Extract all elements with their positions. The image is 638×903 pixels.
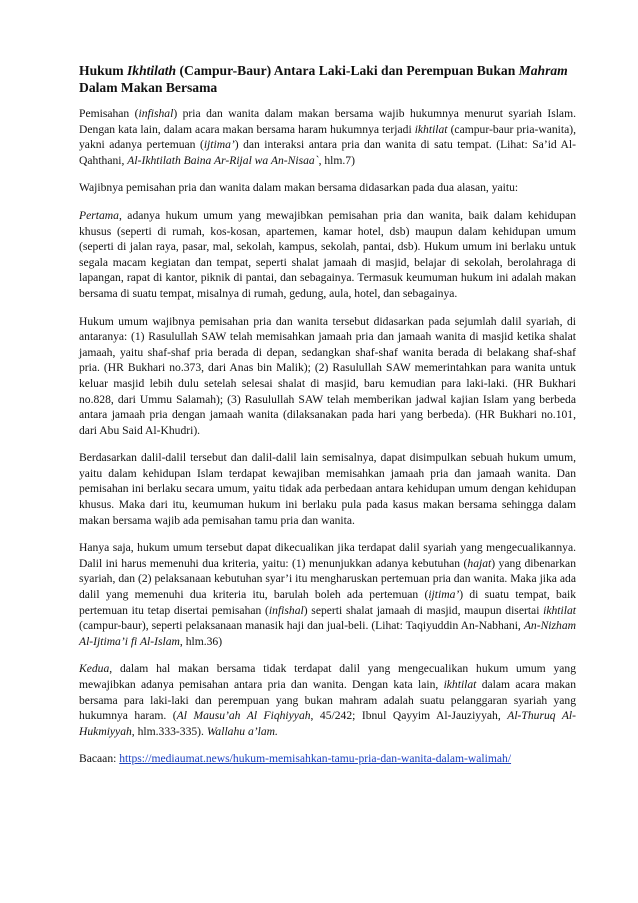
paragraph-second-reason: Kedua, dalam hal makan bersama tidak terdapat dalil yang mengecualikan hukum umum yang mewajibkan adanya pemisahan antara pria dan wanita. Dengan kata lain, ikhtilat dalam acara makan bersama para laki-laki dan perempuan yang bukan mahram adalah suatu pelanggaran syariah yang hukumnya haram. (Al Mausu’ah Al Fiqhiyyah, 45/242; Ibnul Qayyim Al-Jauziyyah, Al-Thuruq Al-Hukmiyyah, hlm.333-335). Wallahu a’lam. <box>79 662 576 738</box>
source-line <box>79 751 576 767</box>
paragraph-intro: Pemisahan (infishal) pria dan wanita dalam makan bersama wajib hukumnya menurut syariah Islam. Dengan kata lain, dalam acara makan bersama haram hukumnya terjadi ikhtilat (campur-baur pria-wanita), yakni adanya pertemuan (ijtima’) dan interaksi antara pria dan wanita di satu tempat. (Lihat: Sa’id Al-Qahthani, Al-Ikhtilath Baina Ar-Rijal wa An-Nisaa`, hlm.7) <box>79 107 577 167</box>
article-title: Hukum Ikhtilath (Campur-Baur) Antara Laki-Laki dan Perempuan Bukan Mahram Dalam Makan Bersama <box>79 63 568 95</box>
paragraph-reasons: Wajibnya pemisahan pria dan wanita dalam makan bersama didasarkan pada dua alasan, yaitu: <box>79 181 519 195</box>
paragraph-exception: Hanya saja, hukum umum tersebut dapat dikecualikan jika terdapat dalil syariah yang mengecualikannya. Dalil ini harus memenuhi dua kriteria, yaitu: (1) menunjukkan adanya kebutuhan (hajat) yang dibenarkan syariah, dan (2) pelaksanaan kebutuhan syar’i itu mengharuskan pertemuan pria dan wanita. Maka jika ada dalil yang memenuhi dua kriteria itu, barulah boleh ada pertemuan (ijtima’) di suatu tempat, baik pertemuan itu tetap disertai pemisahan (infishal) seperti shalat jamaah di masjid, maupun disertai ikhtilat (campur-baur), seperti pelaksanaan manasik haji dan jual-beli. (Lihat: Taqiyuddin An-Nabhani, An-Nizham Al-Ijtima’i fi Al-Islam, hlm.36) <box>79 541 577 648</box>
paragraph-conclusion: Berdasarkan dalil-dalil tersebut dan dalil-dalil lain semisalnya, dapat disimpulkan sebuah hukum umum, yaitu dalam kehidupan Islam terdapat kewajiban memisahkan jamaah pria dan jamaah wanita. Dan pemisahan ini berlaku secara umum, yaitu tidak ada perbedaan antara kehidupan umum dengan kehidupan khusus. Maka dari itu, keumuman hukum ini berlaku pula pada kasus makan bersama sehingga dalam makan bersama wajib ada pemisahan tamu pria dan wanita. <box>79 451 576 527</box>
source-link[interactable]: https://mediaumat.news/hukum-memisahkan-tamu-pria-dan-wanita-dalam-walimah/ <box>119 752 512 766</box>
paragraph-evidence: Hukum umum wajibnya pemisahan pria dan wanita tersebut didasarkan pada sejumlah dalil syariah, di antaranya: (1) Rasulullah SAW telah memisahkan jamaah pria dan jamaah wanita di masjid ketika shalat jamaah, yaitu shaf-shaf pria berada di depan, sedangkan shaf-shaf wanita berada di belakang shaf-shaf pria. (HR Bukhari no.373, dari Anas bin Malik); (2) Rasulullah SAW memerintahkan para wanita untuk keluar masjid lebih dulu setelah selesai shalat di masjid, baru kemudian para laki-laki. (HR Bukhari no.828, dari Ummu Salamah); (3) Rasulullah SAW telah memberikan jadwal kajian Islam yang berbeda antara jamaah pria dengan jamaah wanita (dilaksanakan pada hari yang berbeda). (HR Bukhari no.101, dari Abu Said Al-Khudri). <box>79 314 576 437</box>
paragraph-first-reason: Pertama, adanya hukum umum yang mewajibkan pemisahan pria dan wanita, baik dalam kehidupan khusus (seperti di rumah, kos-kosan, apartemen, kamar hotel, dsb) maupun dalam kehidupan umum (seperti di jalan raya, pasar, mal, sekolah, kampus, sekolah, pantai, dsb). Hukum umum ini berlaku untuk segala macam kegiatan dan tempat, seperti shalat jamaah di masjid, belajar di sekolah, berolahraga di lapangan, rapat di kantor, piknik di pantai, dan sebagainya. Termasuk keumuman hukum ini adalah makan bersama di suatu tempat, misalnya di rumah, gedung, aula, hotel, dan sebagainya. <box>79 208 576 300</box>
source-label: Bacaan: <box>79 752 120 766</box>
